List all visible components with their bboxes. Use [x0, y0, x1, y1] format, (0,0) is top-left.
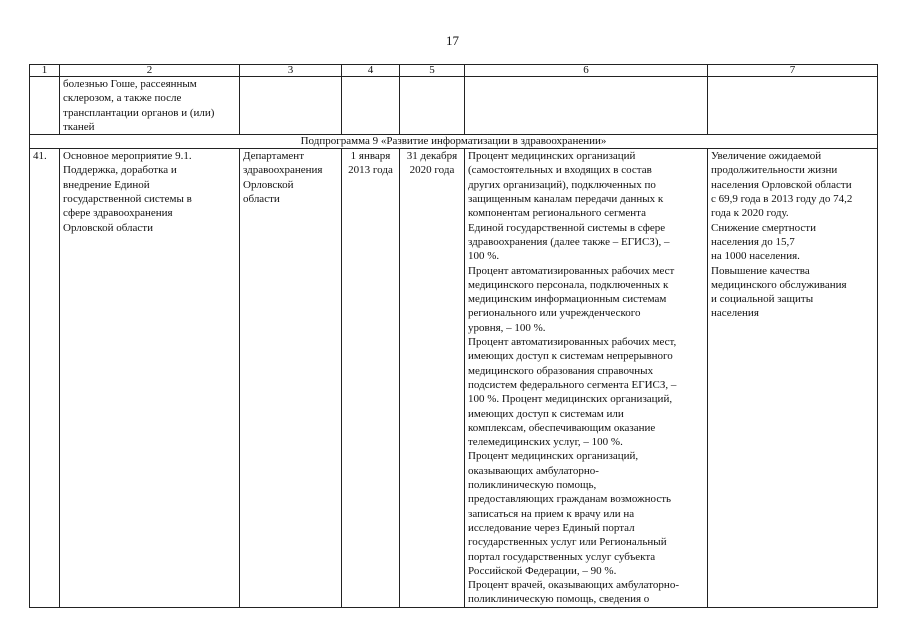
continued-cell-4 [342, 77, 400, 135]
expected-results: Увеличение ожидаемой продолжительности жизни населения Орловской области с 69,9 года в 2013 году до 74,2 года к 2020 году. Снижение смертности населения до 15,7 на 1000 населения. Повышение качества медицинского обслуживания и социальной защиты населения [708, 149, 878, 608]
row-number: 41. [30, 149, 60, 608]
col-number-7: 7 [708, 65, 878, 77]
col-number-6: 6 [465, 65, 708, 77]
column-number-row [30, 65, 878, 77]
continued-measure-text: болезнью Гоше, рассеянным склерозом, а также после трансплантации органов и (или) тканей [60, 77, 240, 135]
subprogram-title: Подпрограмма 9 «Развитие информатизации в здравоохранении» [30, 135, 878, 149]
end-date: 31 декабря 2020 года [400, 149, 465, 608]
continued-cell-7 [708, 77, 878, 135]
indicators-text: Процент медицинских организаций (самостоятельных и входящих в состав других организаций), подключенных по защищенным каналам передачи данных к компонентам регионального сегмента Единой государственной системы в сфере здравоохранения (далее также – ЕГИСЗ), – 100 %. Процент автоматизированных рабочих мест медицинского персонала, подключенных к медицинским информационным системам регионального или учрежденческого уровня, – 100 %. Процент автоматизированных рабочих мест, имеющих доступ к системам непрерывного медицинского образования справочных подсистем федерального сегмента ЕГИСЗ, – 100 %. Процент медицинских организаций, имеющих доступ к системам или комплексам, обеспечивающим оказание телемедицинских услуг, – 100 %. Процент медицинских организаций, оказывающих амбулаторно- поликлиническую помощь, предоставляющих гражданам возможность записаться на прием к врачу или на исследование через Единый портал государственных услуг или Региональный портал государственных услуг субъекта Российской Федерации, – 90 %. Процент врачей, оказывающих амбулаторно- поликлиническую помощь, сведения о [465, 149, 708, 608]
continued-cell-5 [400, 77, 465, 135]
continued-cell-1 [30, 77, 60, 135]
col-number-1: 1 [30, 65, 60, 77]
subprogram-row [30, 135, 878, 149]
col-number-4: 4 [342, 65, 400, 77]
page-number: 17 [446, 33, 459, 48]
col-number-3: 3 [240, 65, 342, 77]
col-number-2: 2 [60, 65, 240, 77]
continued-row [30, 77, 878, 135]
col-number-5: 5 [400, 65, 465, 77]
measures-table [29, 64, 878, 608]
measure-name: Основное мероприятие 9.1. Поддержка, доработка и внедрение Единой государственной системы в сфере здравоохранения Орловской области [60, 149, 240, 608]
table-row [30, 149, 878, 608]
start-date: 1 января 2013 года [342, 149, 400, 608]
continued-cell-6 [465, 77, 708, 135]
continued-cell-3 [240, 77, 342, 135]
executor: Департамент здравоохранения Орловской области [240, 149, 342, 608]
